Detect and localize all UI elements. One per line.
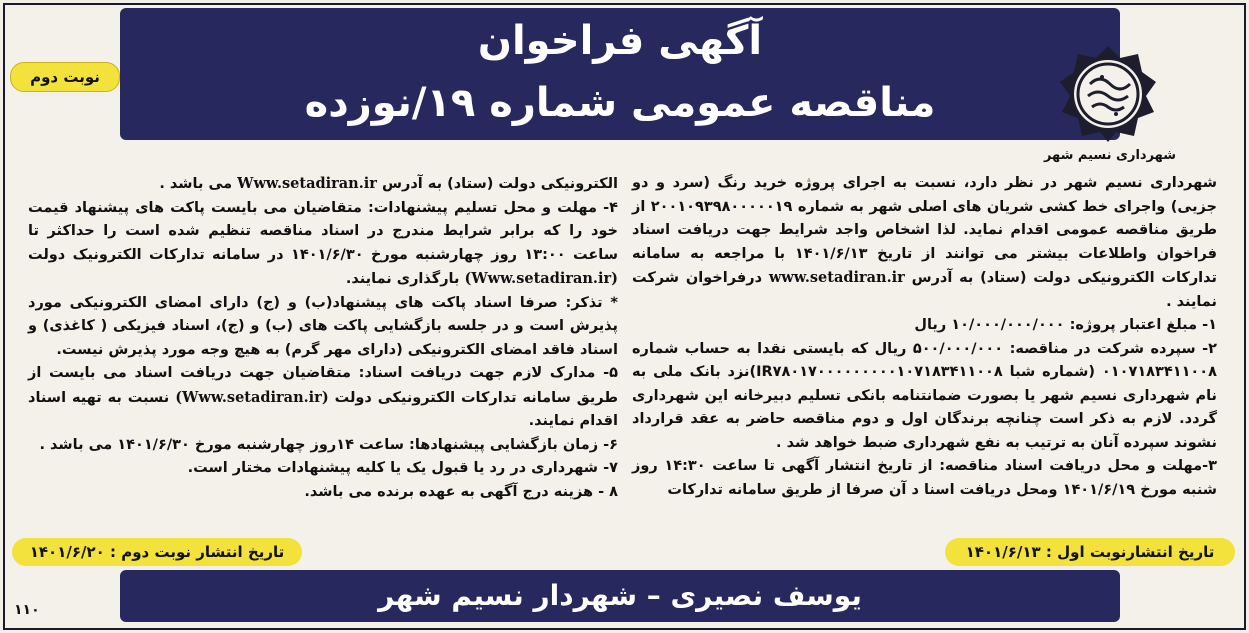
- item-rights: ۷- شهرداری در رد یا قبول یک یا کلیه پیشنهادات مختار است.: [187, 460, 618, 476]
- item-required-documents: ۵- مدارک لازم جهت دریافت اسناد: متقاضیان جهت دریافت اسناد می بایست از طریق سامانه تدارکات الکترونیکی دولت (Www.setadiran.ir) نسبت به تهیه اسناد اقدام نمایند.: [28, 365, 618, 429]
- documents-url-link[interactable]: (Www.setadiran.ir): [175, 388, 329, 406]
- item-deposit: ۲- سپرده شرکت در مناقصه: ۵۰۰/۰۰۰/۰۰۰ ریال که بایستی نقدا به حساب شماره ۰۱۰۷۱۸۳۴۱۱۰۰۸ (شماره شبا IR۷۸۰۱۷۰۰۰۰۰۰۰۰۰۱۰۷۱۸۳۴۱۱۰۰۸)نزد بانک ملی به نام شهرداری نسیم شهر یا بصورت ضمانتنامه بانکی تسلیم دبیرخانه این شهرداری گردد. لازم به ذکر است چنانچه برندگان اول و دوم مناقصه حاضر به عقد قرارداد نشوند سپرده آنان به ترتیب به نفع شهرداری ضبط خواهد شد .: [632, 340, 1217, 451]
- first-publish-date: تاریخ انتشارنوبت اول : ۱۴۰۱/۶/۱۳: [945, 538, 1235, 566]
- intro-url-link[interactable]: www.setadiran.ir: [768, 269, 905, 286]
- second-publish-date: تاریخ انتشار نوبت دوم : ۱۴۰۱/۶/۲۰: [12, 538, 302, 566]
- item-ad-cost: ۸ - هزینه درج آگهی به عهده برنده می باشد.: [304, 483, 618, 500]
- item-document-deadline: ۳-مهلت و محل دریافت اسناد مناقصه: از تاریخ انتشار آگهی تا ساعت ۱۴:۳۰ روز شنبه مورخ ۱۴۰۱/۶/۱۹ ومحل دریافت اسنا د آن صرفا از طریق سامانه تدارکات: [632, 458, 1217, 498]
- note-paragraph: * تذکر: صرفا اسناد پاکت های پیشنهاد(ب) و (ج) دارای امضای الکترونیکی مورد پذیرش است و در جلسه بازگشایی پاکت های (ب) و (ج)، اسناد فیزیکی ( کاغذی) و اسناد فاقد امضای الکترونیکی (دارای مهر گرم) به هیچ وجه مورد پذیرش نیست.: [28, 294, 618, 358]
- continuation-paragraph: الکترونیکی دولت (ستاد) به آدرس Www.setadiran.ir می باشد .: [159, 175, 618, 192]
- submission-url-link[interactable]: (Www.setadiran.ir): [464, 270, 618, 287]
- notice-left-column: [28, 172, 618, 504]
- item-opening-time: ۶- زمان بازگشایی پیشنهادها: ساعت ۱۴روز چهارشنبه مورخ ۱۴۰۱/۶/۳۰ می باشد .: [39, 436, 618, 453]
- item-budget: ۱- مبلغ اعتبار پروژه: ۱۰/۰۰۰/۰۰۰/۰۰۰ ریال: [914, 317, 1217, 333]
- notice-title: آگهی فراخوان: [477, 18, 763, 64]
- intro-paragraph: شهرداری نسیم شهر در نظر دارد، نسبت به اجرای پروژه خرید رنگ (سرد و دو جزیی) واجرای خط کشی شریان های اصلی شهر به شماره ۲۰۰۱۰۹۳۹۸۰۰۰۰۰۱۹ از طریق مناقصه عمومی اقدام نماید. لذا اشخاص واجد شرایط جهت دریافت اسناد فراخوان واطلاعات بیشتر می توانند از تاریخ ۱۴۰۱/۶/۱۳ با مراجعه به سامانه تدارکات الکترونیکی دولت (ستاد) به آدرس www.setadiran.ir درفراخوان شرکت نمایند .: [632, 175, 1217, 310]
- municipality-seal-icon: [1058, 44, 1158, 144]
- page-number: ۱۱۰: [14, 602, 40, 618]
- item-submission: ۴- مهلت و محل تسلیم پیشنهادات: متقاضیان می بایست پاکت های پیشنهاد قیمت خود را که برابر شرایط مندرج در اسناد مناقصه تنظیم شده است را حداکثر تا ساعت ۱۳:۰۰ روز چهارشنبه مورخ ۱۴۰۱/۶/۳۰ در سامانه تدارکات الکترونیک دولت (Www.setadiran.ir) بارگذاری نمایند.: [28, 199, 618, 287]
- tender-number-title: مناقصه عمومی شماره ۱۹/نوزده: [304, 80, 936, 126]
- continuation-url-link[interactable]: Www.setadiran.ir: [237, 175, 377, 192]
- logo-caption: شهرداری نسیم شهر: [1043, 148, 1177, 163]
- round-badge: نوبت دوم: [10, 62, 120, 92]
- mayor-signature: یوسف نصیری – شهردار نسیم شهر: [378, 579, 862, 612]
- notice-right-column: [632, 172, 1217, 502]
